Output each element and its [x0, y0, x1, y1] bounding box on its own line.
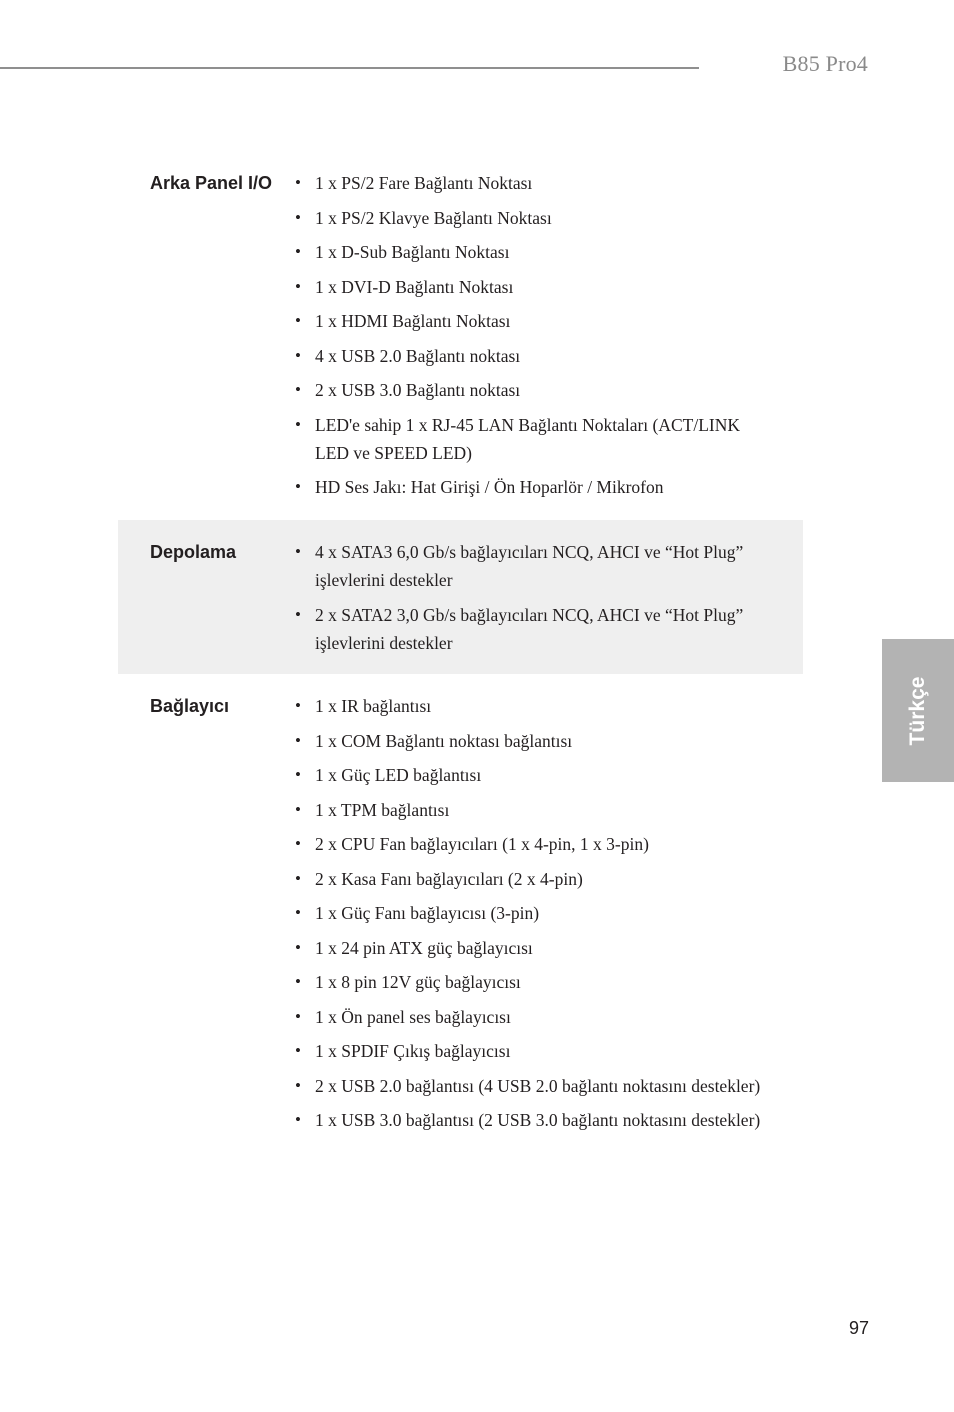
bullet-icon: •	[295, 477, 301, 496]
bullet-icon: •	[295, 345, 301, 365]
list-item: • 1 x SPDIF Çıkış bağlayıcısı	[295, 1037, 785, 1065]
bullet-icon: •	[295, 799, 301, 819]
list-item: • 1 x PS/2 Fare Bağlantı Noktası	[295, 169, 775, 197]
bullet-icon: •	[295, 1006, 301, 1026]
list-item: • 4 x SATA3 6,0 Gb/s bağlayıcıları NCQ, AHCI ve “Hot Plug” işlevlerini destekler	[295, 538, 775, 594]
list-item: • 4 x USB 2.0 Bağlantı noktası	[295, 342, 775, 370]
bullet-icon: •	[295, 1110, 301, 1129]
bullet-icon: •	[295, 937, 301, 957]
list-item: • 1 x D-Sub Bağlantı Noktası	[295, 238, 775, 266]
bullet-icon: •	[295, 242, 301, 261]
list-item: • 2 x CPU Fan bağlayıcıları (1 x 4-pin, 1 x 3-pin)	[295, 830, 785, 858]
language-tab-label: Türkçe	[906, 676, 929, 745]
section-label: Arka Panel I/O	[150, 173, 273, 193]
bullet-icon: •	[295, 604, 301, 624]
list-item: • 1 x DVI-D Bağlantı Noktası	[295, 273, 775, 301]
spec-list	[295, 692, 785, 1141]
bullet-icon: •	[295, 1075, 301, 1095]
section-label: Depolama	[150, 542, 237, 562]
list-item: • 2 x SATA2 3,0 Gb/s bağlayıcıları NCQ, AHCI ve “Hot Plug” işlevlerini destekler	[295, 601, 775, 657]
bullet-icon: •	[295, 903, 301, 922]
bullet-icon: •	[295, 207, 301, 227]
list-item: • 1 x PS/2 Klavye Bağlantı Noktası	[295, 204, 775, 232]
list-item: • 1 x COM Bağlantı noktası bağlantısı	[295, 727, 785, 755]
section-rear-panel-io	[118, 169, 803, 509]
header-rule	[0, 67, 699, 69]
section-connectors	[118, 692, 803, 1152]
language-tab	[882, 639, 954, 782]
list-item: • 1 x Güç LED bağlantısı	[295, 761, 785, 789]
bullet-icon: •	[295, 868, 301, 888]
list-item: • 1 x USB 3.0 bağlantısı (2 USB 3.0 bağlantı noktasını destekler)	[295, 1106, 785, 1134]
list-item: • 2 x USB 3.0 Bağlantı noktası	[295, 376, 775, 404]
bullet-icon: •	[295, 380, 301, 399]
bullet-icon: •	[295, 173, 301, 192]
bullet-icon: •	[295, 1041, 301, 1060]
header-title: B85 Pro4	[782, 51, 868, 76]
bullet-icon: •	[295, 765, 301, 784]
list-item: • 2 x Kasa Fanı bağlayıcıları (2 x 4-pin)	[295, 865, 785, 893]
list-item: • 1 x Güç Fanı bağlayıcısı (3-pin)	[295, 899, 785, 927]
bullet-icon: •	[295, 276, 301, 296]
bullet-icon: •	[295, 834, 301, 853]
bullet-icon: •	[295, 311, 301, 330]
list-item: • LED'e sahip 1 x RJ-45 LAN Bağlantı Noktaları (ACT/LINK LED ve SPEED LED)	[295, 411, 775, 467]
list-item: • 1 x IR bağlantısı	[295, 692, 785, 720]
list-item: • 1 x Ön panel ses bağlayıcısı	[295, 1003, 785, 1031]
list-item: • 1 x TPM bağlantısı	[295, 796, 785, 824]
list-item: • 2 x USB 2.0 bağlantısı (4 USB 2.0 bağlantı noktasını destekler)	[295, 1072, 785, 1100]
spec-list	[295, 538, 775, 663]
bullet-icon: •	[295, 696, 301, 715]
bullet-icon: •	[295, 730, 301, 750]
section-storage	[118, 520, 803, 674]
list-item: • 1 x 24 pin ATX güç bağlayıcısı	[295, 934, 785, 962]
bullet-icon: •	[295, 972, 301, 991]
bullet-icon: •	[295, 542, 301, 561]
list-item: • 1 x 8 pin 12V güç bağlayıcısı	[295, 968, 785, 996]
list-item: • 1 x HDMI Bağlantı Noktası	[295, 307, 775, 335]
bullet-icon: •	[295, 414, 301, 434]
spec-list	[295, 169, 775, 508]
list-item: • HD Ses Jakı: Hat Girişi / Ön Hoparlör / Mikrofon	[295, 473, 775, 501]
section-label: Bağlayıcı	[150, 696, 230, 716]
page-number: 97	[848, 1318, 869, 1338]
